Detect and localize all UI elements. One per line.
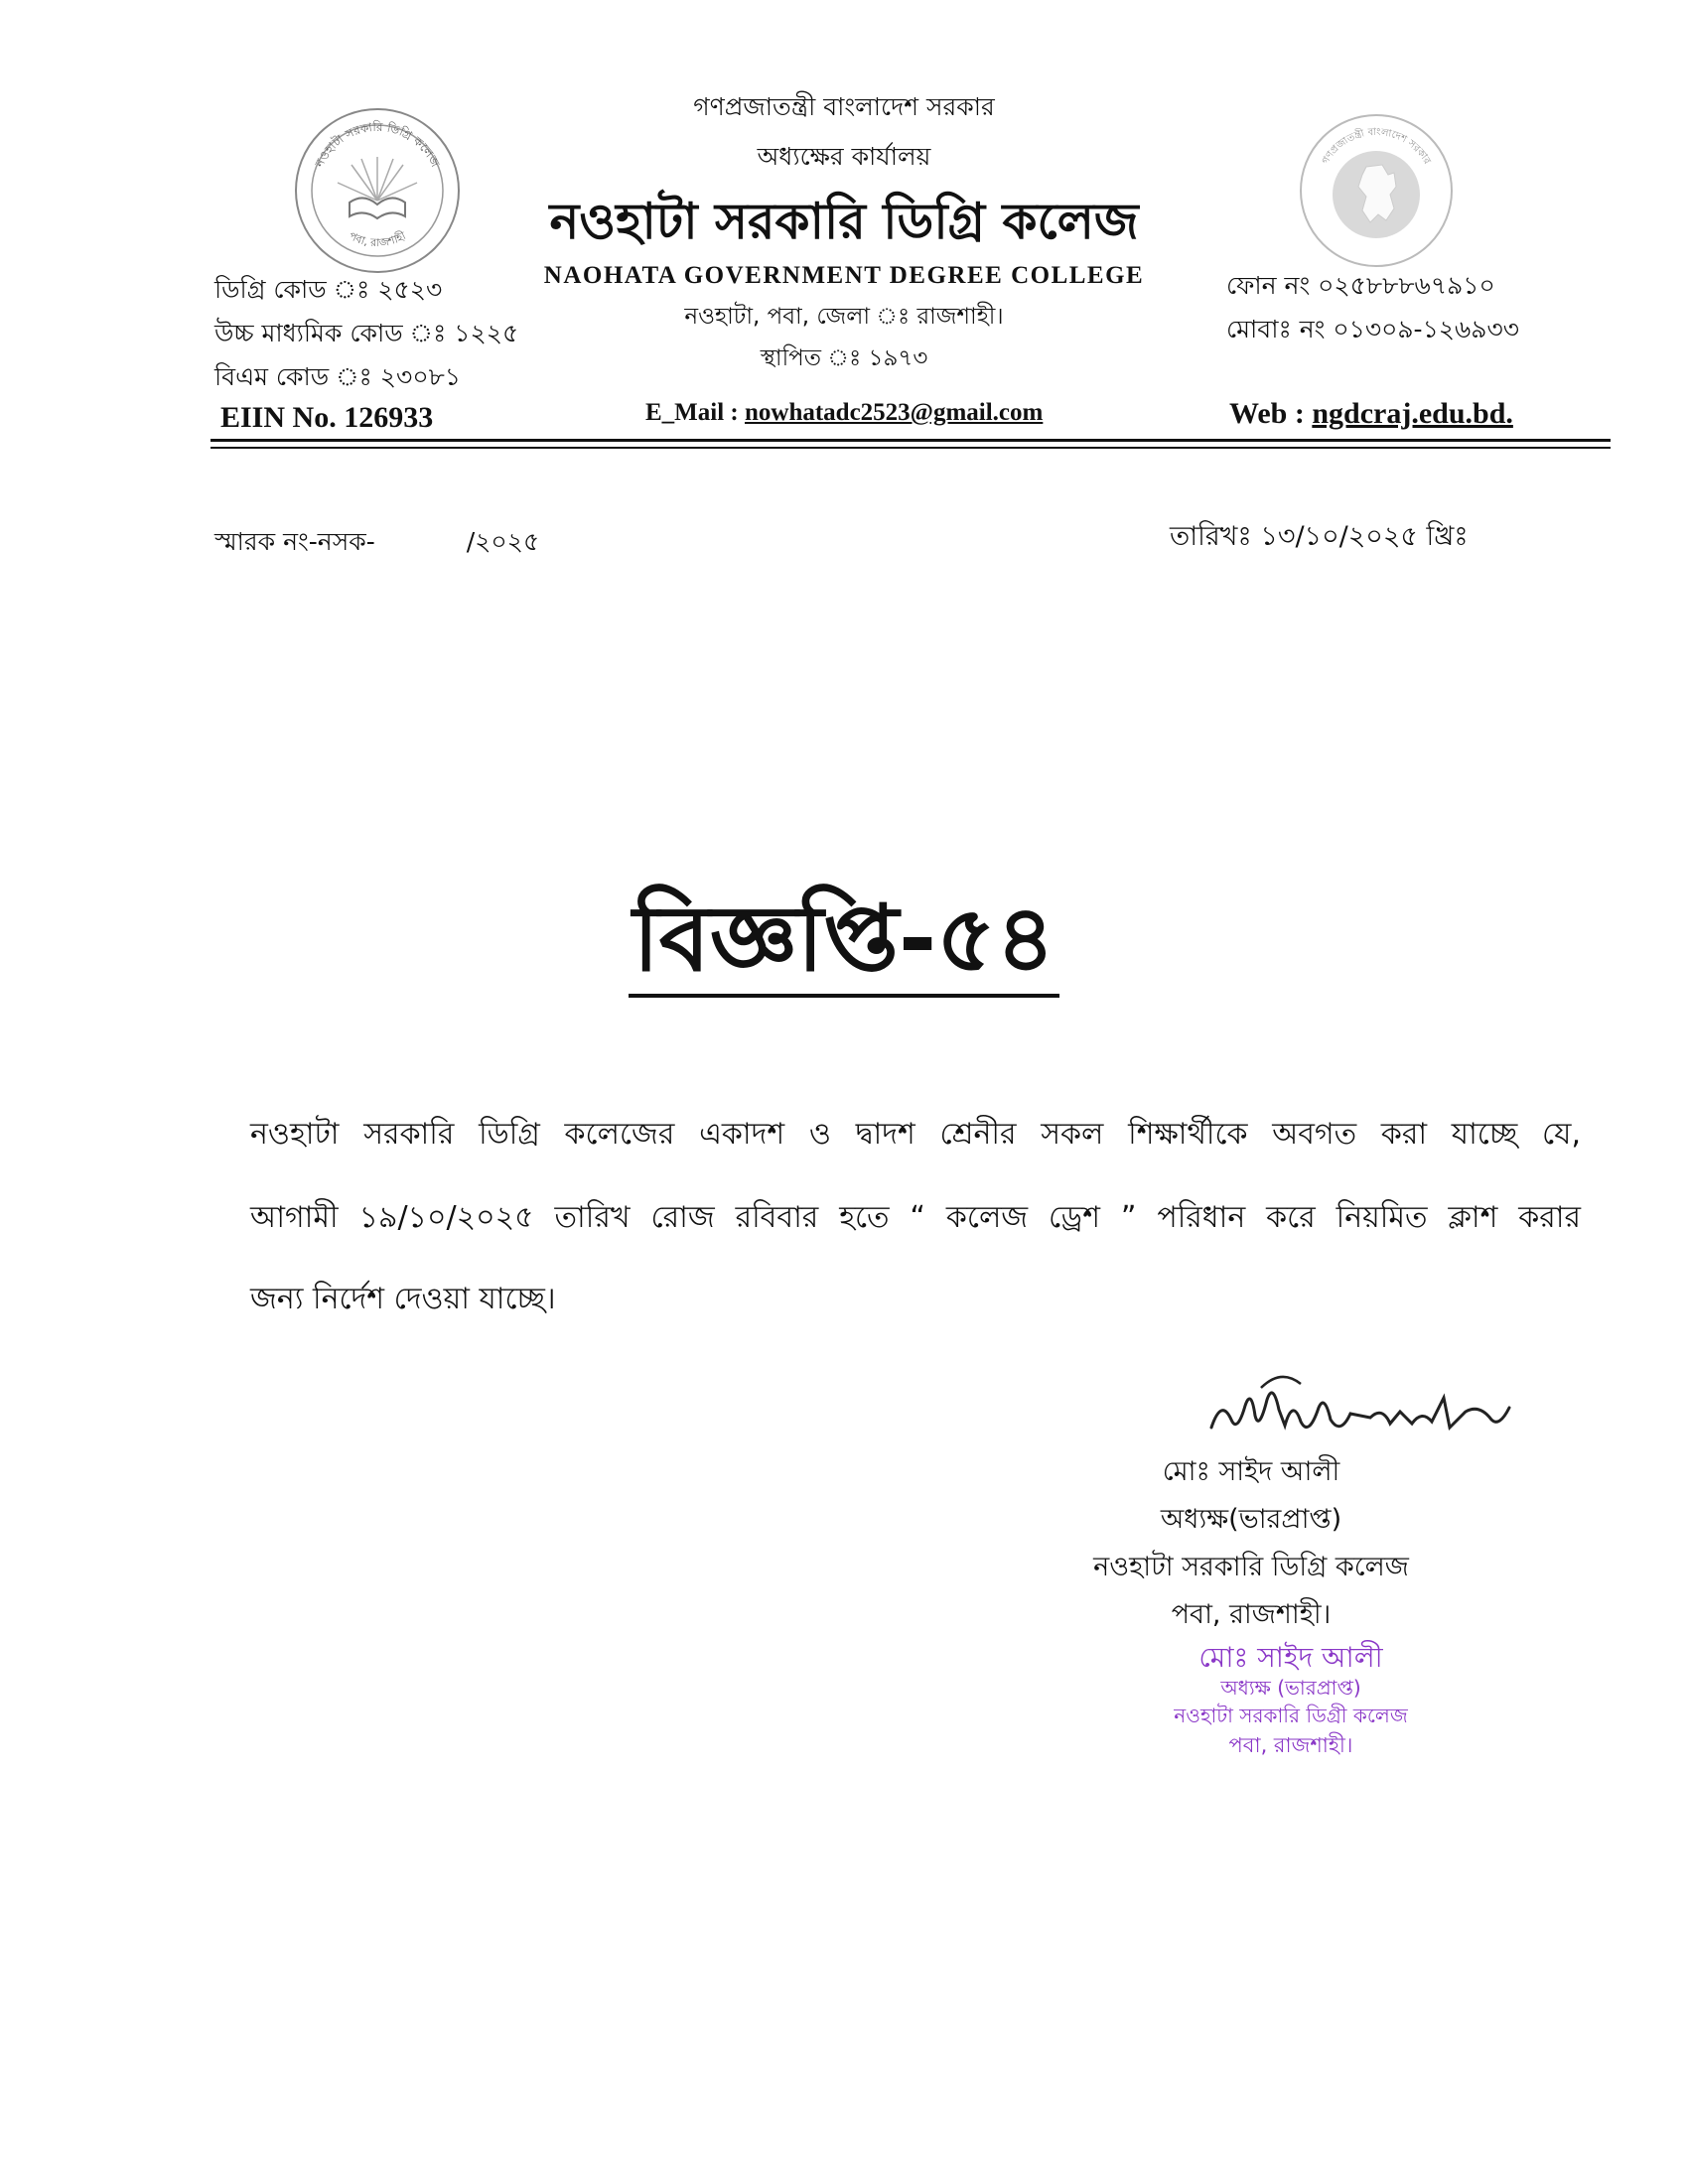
notice-body-line-2: আগামী ১৯/১০/২০২৫ তারিখ রোজ রবিবার হতে “ কলেজ ড্রেশ ” পরিধান করে নিয়মিত ক্লাশ করার [250,1200,1581,1235]
email-line [645,399,1043,427]
mobile-number: মোবাঃ নং ০১৩০৯-১২৬৯৩৩ [1226,315,1520,343]
stamp-designation: অধ্যক্ষ (ভারপ্রাপ্ত) [1220,1676,1361,1700]
header-divider-thin [211,447,1611,449]
signatory-designation: অধ্যক্ষ(ভারপ্রাপ্ত) [1160,1504,1342,1535]
college-address: নওহাটা, পবা, জেলা ঃ রাজশাহী। [684,304,1004,330]
notice-title-text: বিজ্ঞপ্তি-৫৪ [629,886,1058,998]
notice-title [0,868,1688,1021]
web-line [1229,397,1513,431]
stamp-college: নওহাটা সরকারি ডিগ্রী কলেজ [1174,1704,1408,1727]
college-name-bn: নওহাটা সরকারি ডিগ্রি কলেজ [549,193,1139,250]
stamp-name: মোঃ সাইদ আলী [1198,1641,1383,1674]
bm-code: বিএম কোড ঃ ২৩০৮১ [214,362,462,391]
stamp-location: পবা, রাজশাহী। [1228,1733,1353,1757]
established-year: স্থাপিত ঃ ১৯৭৩ [760,345,928,371]
notice-body-line-3: জন্য নির্দেশ দেওয়া যাচ্ছে। [250,1282,556,1316]
memo-year: /২০২৫ [466,527,540,556]
email-address[interactable]: nowhatadc2523@gmail.com [745,399,1044,426]
signatory-college: নওহাটা সরকারি ডিগ্রি কলেজ [1093,1552,1409,1582]
memo-number [214,522,539,565]
email-label: E_Mail : [645,399,739,426]
signatory-name: মোঃ সাইদ আলী [1162,1456,1340,1487]
web-label: Web : [1229,397,1305,430]
eiin-number: EIIN No. 126933 [220,401,434,434]
logo-seal-text: নওহাটা সরকারি ডিগ্রি কলেজ [312,119,443,170]
header-divider [211,439,1611,442]
phone-number: ফোন নং ০২৫৮৮৮৬৭৯১০ [1226,271,1495,300]
government-heading: গণপ্রজাতন্ত্রী বাংলাদেশ সরকার [693,92,995,121]
office-heading: অধ্যক্ষের কার্যালয় [757,142,931,171]
college-name-en: NAOHATA GOVERNMENT DEGREE COLLEGE [543,262,1145,289]
issue-date: তারিখঃ ১৩/১০/২০২৫ খ্রিঃ [1170,521,1469,552]
degree-code: ডিগ্রি কোড ঃ ২৫২৩ [214,275,443,304]
notice-body-line-1: নওহাটা সরকারি ডিগ্রি কলেজের একাদশ ও দ্বাদশ শ্রেনীর সকল শিক্ষার্থীকে অবগত করা যাচ্ছে যে, [250,1117,1581,1152]
logo-seal-bottom-text: পবা, রাজশাহী [347,229,408,250]
emblem-text: গণপ্রজাতন্ত্রী বাংলাদেশ সরকার [1320,126,1433,167]
signatory-location: পবা, রাজশাহী। [1171,1599,1332,1630]
higher-secondary-code: উচ্চ মাধ্যমিক কোড ঃ ১২২৫ [214,319,519,347]
memo-prefix: স্মারক নং-নসক- [214,527,375,556]
website-link[interactable]: ngdcraj.edu.bd. [1312,397,1513,430]
